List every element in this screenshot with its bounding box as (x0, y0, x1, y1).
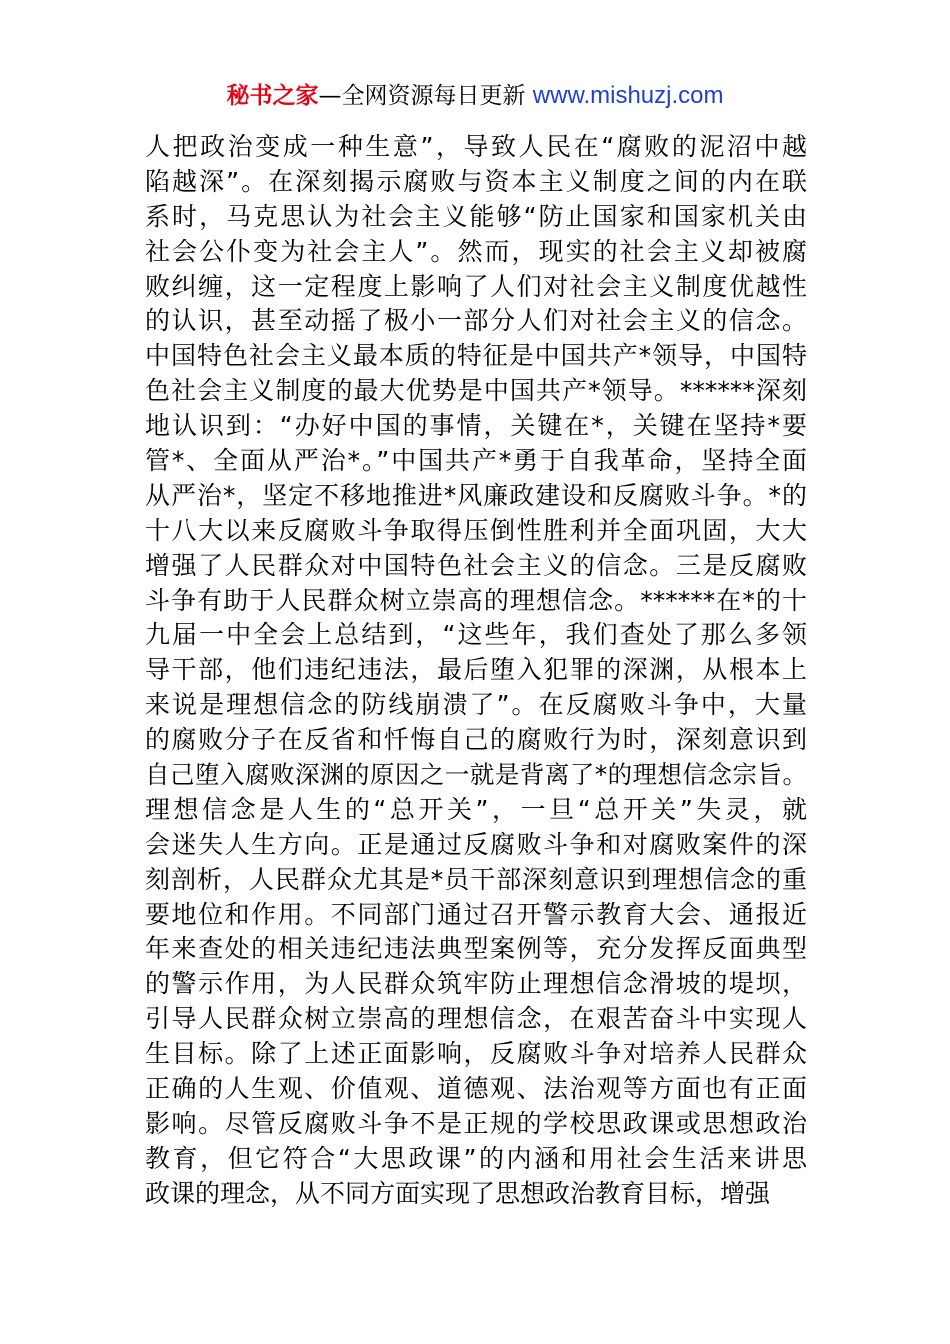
body-text-line: 社会公仆变为社会主人”。然而，现实的社会主义却被腐 (145, 236, 807, 266)
body-text-line: 败纠缠，这一定程度上影响了人们对社会主义制度优越性 (145, 271, 807, 301)
body-text-line: 理想信念是人生的“总开关”，一旦“总开关”失灵，就 (145, 794, 807, 824)
body-text-line: 人把政治变成一种生意”，导致人民在“腐败的泥沼中越 (145, 132, 807, 161)
body-text-line: 生目标。除了上述正面影响，反腐败斗争对培养人民群众 (145, 1039, 807, 1069)
body-text-line: 自己堕入腐败深渊的原因之一就是背离了*的理想信念宗旨。 (145, 760, 807, 790)
body-text-line: 地认识到：“办好中国的事情，关键在*，关键在坚持*要 (145, 411, 807, 441)
body-text-line: 色社会主义制度的最大优势是中国共产*领导。******深刻 (145, 376, 807, 406)
body-text-line: 的认识，甚至动摇了极小一部分人们对社会主义的信念。 (145, 306, 807, 336)
body-text-line: 要地位和作用。不同部门通过召开警示教育大会、通报近 (145, 899, 807, 929)
header-slogan: —全网资源每日更新 (318, 83, 533, 109)
body-text-line: 九届一中全会上总结到，“这些年，我们查处了那么多领 (145, 620, 807, 650)
body-text-line: 来说是理想信念的防线崩溃了”。在反腐败斗争中，大量 (145, 690, 807, 720)
body-text-line: 年来查处的相关违纪违法典型案例等，充分发挥反面典型 (145, 934, 807, 964)
body-text-line: 会迷失人生方向。正是通过反腐败斗争和对腐败案件的深 (145, 829, 807, 859)
body-text-line: 中国特色社会主义最本质的特征是中国共产*领导，中国特 (145, 341, 807, 371)
body-text-line: 系时，马克思认为社会主义能够“防止国家和国家机关由 (145, 201, 807, 231)
body-text-line: 十八大以来反腐败斗争取得压倒性胜利并全面巩固，大大 (145, 515, 807, 545)
body-text-line: 刻剖析，人民群众尤其是*员干部深刻意识到理想信念的重 (145, 864, 807, 894)
body-text-line: 的警示作用，为人民群众筑牢防止理想信念滑坡的堤坝， (145, 969, 807, 999)
body-text-line: 正确的人生观、价值观、道德观、法治观等方面也有正面 (145, 1074, 807, 1104)
header-site-link[interactable]: www.mishuzj.com (532, 82, 724, 109)
document-body (145, 130, 807, 1212)
page-header (0, 78, 950, 114)
body-text-line: 政课的理念，从不同方面实现了思想政治教育目标，增强 (145, 1178, 771, 1208)
body-text-line: 影响。尽管反腐败斗争不是正规的学校思政课或思想政治 (145, 1108, 807, 1138)
body-text-line: 管*、全面从严治*。”中国共产*勇于自我革命，坚持全面 (145, 446, 807, 476)
header-brand: 秘书之家 (226, 83, 319, 109)
body-text-line: 的腐败分子在反省和忏悔自己的腐败行为时，深刻意识到 (145, 725, 807, 755)
body-text-line: 斗争有助于人民群众树立崇高的理想信念。******在*的十 (145, 585, 807, 615)
body-text-line: 教育，但它符合“大思政课”的内涵和用社会生活来讲思 (145, 1143, 807, 1173)
body-text-line: 从严治*，坚定不移地推进*风廉政建设和反腐败斗争。*的 (145, 480, 807, 510)
body-text-line: 陷越深”。在深刻揭示腐败与资本主义制度之间的内在联 (145, 166, 807, 196)
body-text-line: 引导人民群众树立崇高的理想信念，在艰苦奋斗中实现人 (145, 1004, 807, 1034)
body-text-line: 增强了人民群众对中国特色社会主义的信念。三是反腐败 (145, 550, 807, 580)
body-text-line: 导干部，他们违纪违法，最后堕入犯罪的深渊，从根本上 (145, 655, 807, 685)
